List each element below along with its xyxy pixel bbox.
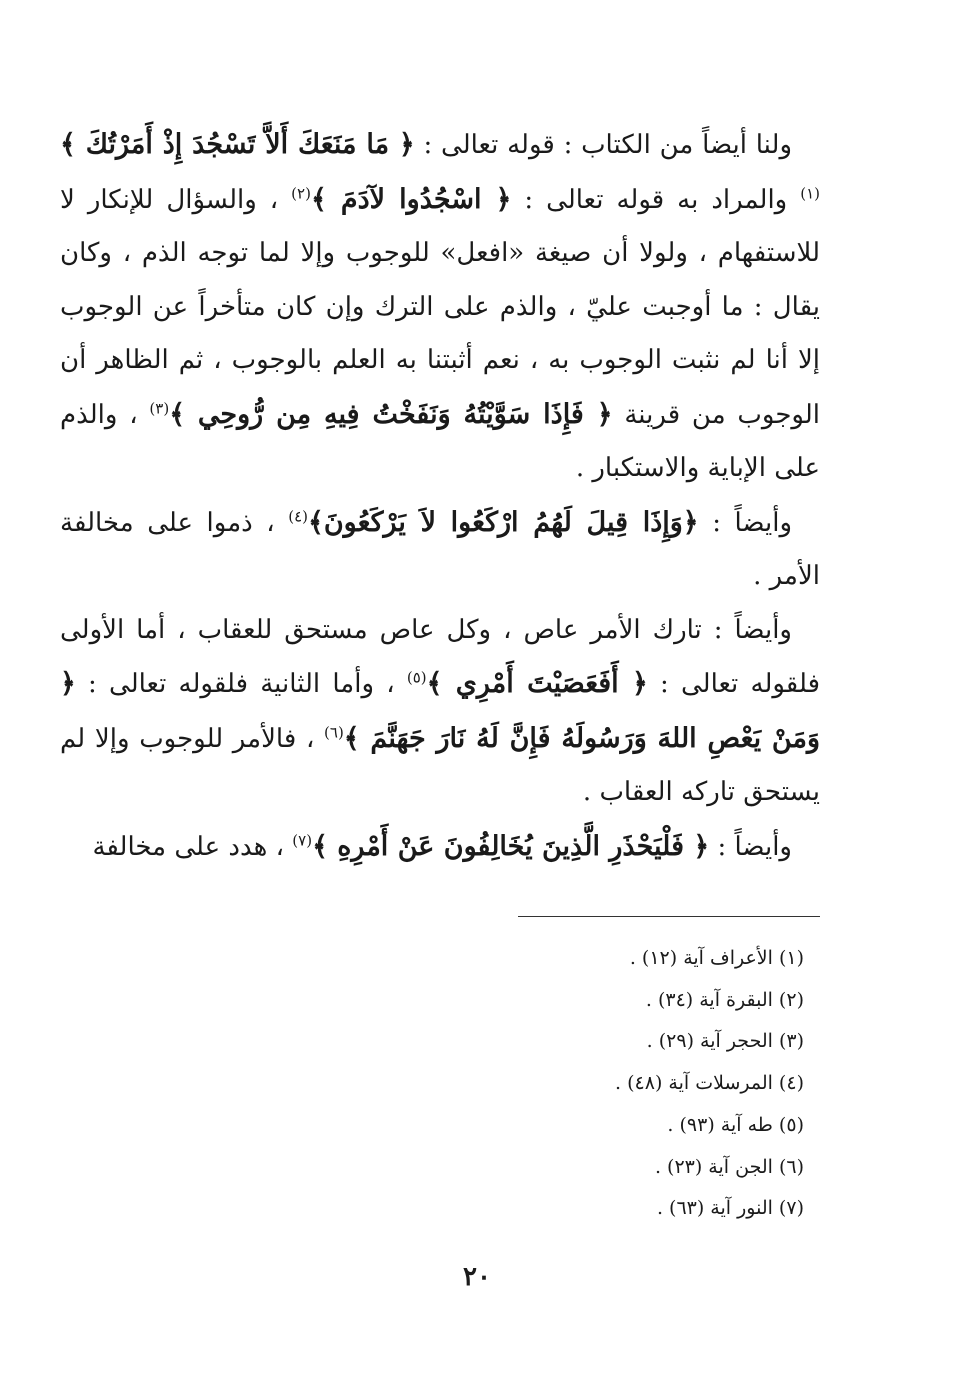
main-text: [60, 118, 820, 874]
quran-verse: ﴿وَإِذَا قِيلَ لَهُمُ ارْكَعُوا لاَ يَرْكَعُونَ﴾: [308, 506, 699, 538]
footnote-marker: (٤): [288, 506, 308, 525]
quran-verse: ﴿ وَمَنْ يَعْصِ اللهَ وَرَسُولَهُ فَإِنَّ لَهُ نَارَ جَهَنَّمَ ﴾: [60, 668, 820, 754]
footnote-6: (٦) الجن آية (٢٣) .: [654, 1155, 804, 1178]
footnote-marker: (١): [800, 183, 821, 202]
quran-verse: ﴿ اسْجُدُوا لآدَمَ ﴾: [310, 183, 512, 215]
body-text: ، وأما الثانية فلقوله تعالى :: [75, 669, 407, 699]
footnote-2: (٢) البقرة آية (٣٤) .: [645, 988, 804, 1011]
body-text: ، هدد على مخالفة: [92, 831, 293, 862]
paragraph: [60, 820, 820, 875]
footnote-marker: (٦): [324, 722, 344, 741]
quran-verse: ﴿ مَا مَنَعَكَ أَلاَّ تَسْجُدَ إِذْ أَمَرْتُكَ ﴾: [60, 129, 415, 160]
body-text: ، والسؤال للإنكار لا للاستفهام ، ولولا أن صيغة «افعل» للوجوب وإلا لما توجه الذم ، وكان يقال : ما أوجبت عليّ ، والذم على الترك وإن كان متأخراً عن الوجوب إلا أنا لم نثبت الوجوب به ، نعم أثبتنا به العلم بالوجوب ، ثم الظاهر أن الوجوب من قرينة: [60, 184, 820, 430]
footnote-separator: [518, 916, 820, 917]
footnote-marker: (٥): [406, 668, 427, 687]
footnote-1: (١) الأعراف آية (١٢) .: [629, 947, 804, 969]
footnote-marker: (٣): [149, 398, 170, 417]
body-text: ، فالأمر للوجوب وإلا لم يستحق تاركه العقاب .: [60, 723, 820, 807]
footnote-marker: (٧): [292, 830, 313, 849]
body-text: ، ذموا على مخالفة الأمر .: [60, 507, 820, 591]
body-text: والمراد به قوله تعالى :: [511, 184, 801, 215]
quran-verse: ﴿ فَلْيَحْذَرِ الَّذِينَ يُخَالِفُونَ عَنْ أَمْرِهِ ﴾: [312, 830, 710, 862]
footnote-3: (٣) الحجر آية (٢٩) .: [646, 1030, 804, 1053]
body-text: ، والذم على الإباية والاستكبار .: [60, 399, 820, 483]
body-text: ولنا أيضاً من الكتاب : قوله تعالى :: [414, 130, 793, 160]
paragraph: [60, 604, 820, 820]
body-text: وأيضاً :: [698, 507, 792, 538]
body-text: وأيضاً :: [709, 831, 792, 862]
footnote-marker: (٢): [291, 183, 311, 202]
body-text: وأيضاً : تارك الأمر عاص ، وكل عاص مستحق للعقاب ، أما الأولى فلقوله تعالى :: [60, 614, 820, 699]
quran-verse: ﴿ أَفَعَصَيْتَ أَمْرِي ﴾: [426, 668, 648, 699]
footnote-7: (٧) النور آية (٦٣) .: [656, 1197, 804, 1220]
paragraph: [60, 496, 820, 604]
quran-verse: ﴿ فَإِذَا سَوَّيْتُهُ وَنَفَخْتُ فِيهِ مِن رُّوحِي ﴾: [169, 398, 613, 430]
footnotes-list: [615, 938, 804, 1230]
page-number: ٢٠: [463, 1262, 491, 1292]
footnote-4: (٤) المرسلات آية (٤٨) .: [615, 1072, 804, 1095]
footnote-5: (٥) طه آية (٩٣) .: [667, 1113, 804, 1136]
paragraph: [60, 118, 820, 496]
